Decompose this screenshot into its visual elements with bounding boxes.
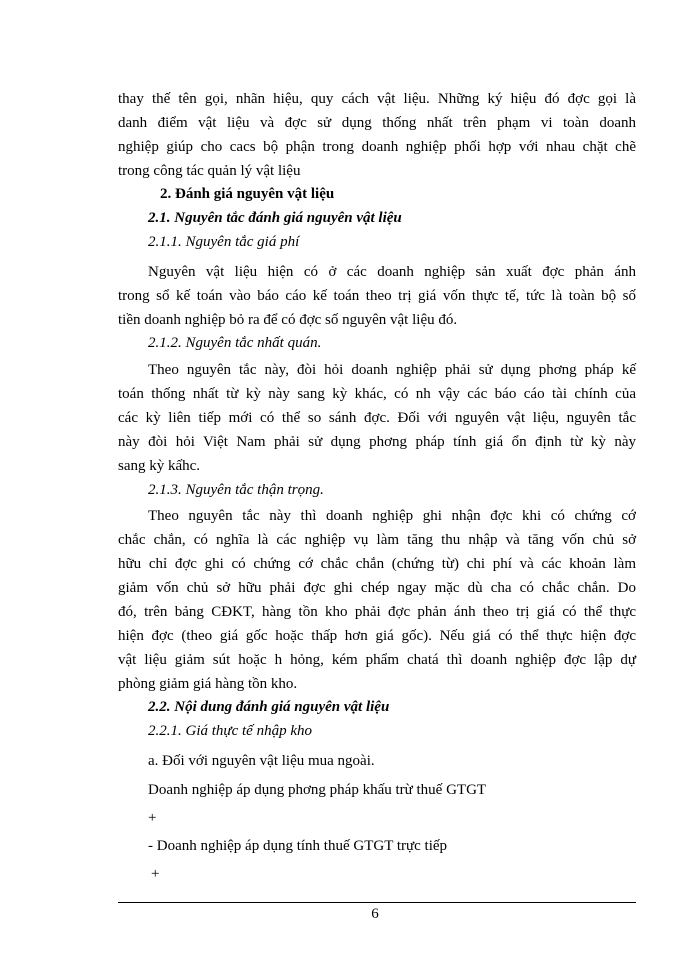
body-line: sang kỳ kấhc. xyxy=(118,458,201,474)
body-line: danh điểm vật liệu và đợc sử dụng thống nhất trên phạm vi toàn doanh xyxy=(118,115,636,131)
body-line: - Doanh nghiệp áp dụng tính thuế GTGT trực tiếp xyxy=(148,838,448,854)
body-line: hiện đợc (theo giá gốc hoặc thấp hơn giá gốc). Nếu giá có thể thực hiện đợc xyxy=(118,628,636,644)
bullet-plus: + xyxy=(151,866,160,882)
body-line: a. Đối với nguyên vật liệu mua ngoài. xyxy=(148,753,375,769)
body-line: này đòi hỏi Việt Nam phải sử dụng phơng pháp tính giá ổn định từ kỳ này xyxy=(118,434,636,450)
body-line: vật liệu giảm sút hoặc h hỏng, kém phẩm chatá thì doanh nghiệp đợc lập dự xyxy=(118,652,636,668)
body-line: Theo nguyên tắc này, đòi hỏi doanh nghiệp phải sử dụng phơng pháp kế xyxy=(148,362,636,378)
subsubsection-heading: 2.1.3. Nguyên tắc thận trọng. xyxy=(148,482,324,498)
body-line: trong công tác quản lý vật liệu xyxy=(118,163,301,179)
subsubsection-heading: 2.1.2. Nguyên tắc nhất quán. xyxy=(148,335,322,351)
section-heading: 2. Đánh giá nguyên vật liệu xyxy=(160,186,335,202)
body-line: Nguyên vật liệu hiện có ở các doanh nghiệp sản xuất đợc phản ánh xyxy=(148,264,636,280)
body-line: toán thống nhất từ kỳ này sang kỳ khác, có nh vậy các báo cáo tài chính của xyxy=(118,386,636,402)
body-line: giảm vốn chủ sở hữu phải đợc ghi chép ngay mặc dù cha có chắc chắn. Do xyxy=(118,580,636,596)
body-line: đó, trên bảng CĐKT, hàng tồn kho phải đợc phản ánh theo trị giá có thể thực xyxy=(118,604,636,620)
body-line: các kỳ liên tiếp mới có thể so sánh đợc. Đối với nguyên vật liệu, nguyên tắc xyxy=(118,410,636,426)
body-line: hữu chỉ đợc ghi có chứng cớ chắc chắn (chứng từ) chi phí và các khoản làm xyxy=(118,556,636,572)
body-line: trong sổ kế toán vào báo cáo kế toán theo trị giá vốn thực tế, tức là toàn bộ số xyxy=(118,288,636,304)
body-line: thay thế tên gọi, nhãn hiệu, quy cách vật liệu. Những ký hiệu đó đợc gọi là xyxy=(118,91,636,107)
body-line: tiền doanh nghiệp bỏ ra để có đợc số nguyên vật liệu đó. xyxy=(118,312,458,328)
body-line: Doanh nghiệp áp dụng phơng pháp khấu trừ thuế GTGT xyxy=(148,782,487,798)
body-line: chắc chắn, có nghĩa là các nghiệp vụ làm tăng thu nhập và tăng vốn chủ sở xyxy=(118,532,636,548)
subsection-heading: 2.2. Nội dung đánh giá nguyên vật liệu xyxy=(148,699,390,715)
bullet-plus: + xyxy=(148,810,157,826)
page-number: 6 xyxy=(371,906,379,922)
body-line: nghiệp giúp cho cacs bộ phận trong doanh nghiệp phối hợp với nhau chặt chẽ xyxy=(118,139,636,155)
footer-rule xyxy=(118,902,636,903)
body-line: phòng giảm giá hàng tồn kho. xyxy=(118,676,298,692)
body-line: Theo nguyên tắc này thì doanh nghiệp ghi nhận đợc khi có chứng cớ xyxy=(148,508,636,524)
subsection-heading: 2.1. Nguyên tắc đánh giá nguyên vật liệu xyxy=(148,210,402,226)
subsubsection-heading: 2.2.1. Giá thực tế nhập kho xyxy=(148,723,312,739)
subsubsection-heading: 2.1.1. Nguyên tắc giá phí xyxy=(148,234,300,250)
